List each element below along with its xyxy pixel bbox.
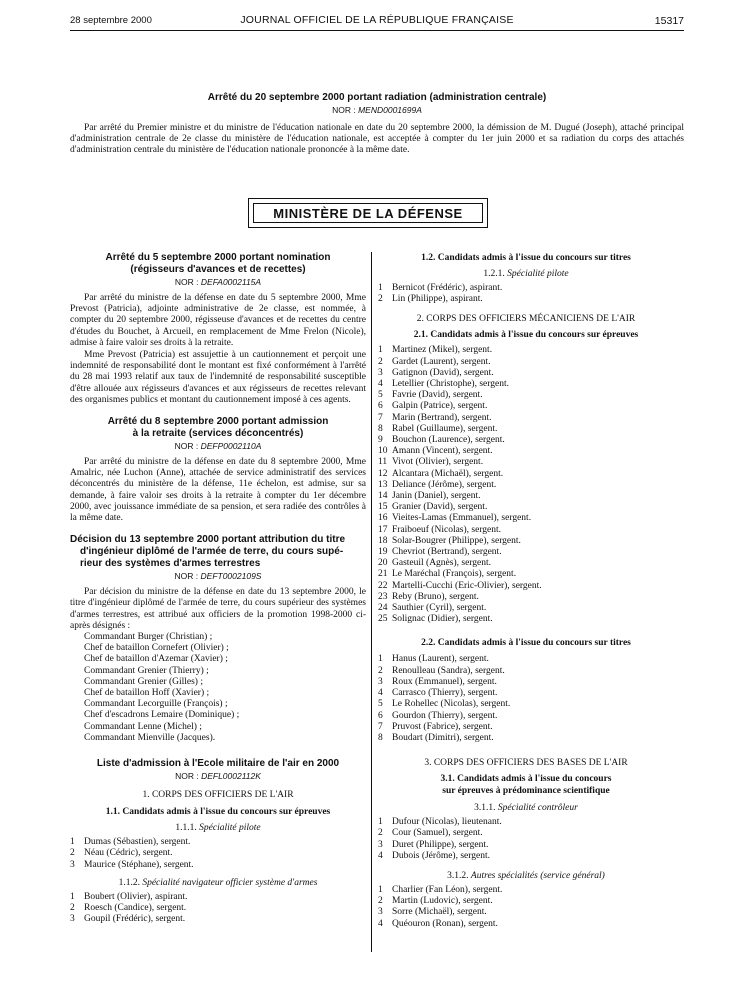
list-item-number: 2 <box>70 902 75 913</box>
list-item-text: Charlier (Fan Léon), sergent. <box>392 884 503 895</box>
ministry-banner-label: MINISTÈRE DE LA DÉFENSE <box>253 203 483 223</box>
list-item-text: Dufour (Nicolas), lieutenant. <box>392 817 502 828</box>
list-item <box>378 817 674 828</box>
list-item <box>378 513 674 524</box>
arrete-nomination-p2: Mme Prevost (Patricia) est assujettie à un cautionnement et perçoit une indemnité de responsabilité dont le montant est fixé conformément à l'arrêté du 28 mai 1993 relatif aux taux de l'indemnité de responsabilité susceptible d'être allouée aux régisseurs d'avances et aux régisseurs de recettes relevant des organismes publics et montant du cautionnement imposé à ces agents. <box>70 350 366 405</box>
arrete-nomination-p1: Par arrêté du ministre de la défense en date du 5 septembre 2000, Mme Prevost (Patricia), adjointe administrative de 2e classe, est nommée, à compter du 20 septembre 2000, régisseuse d'avances et de recettes du centre d'études du Bouchet, à Arcueil, en remplacement de Mme Frelon (Nicole), admise à faire valoir ses droits à la retraite. <box>70 293 366 348</box>
list-item <box>378 525 674 536</box>
list-item <box>378 711 674 722</box>
arrete-nomination-title-1: Arrêté du 5 septembre 2000 portant nomination <box>105 252 331 263</box>
list-item-text: Favrie (David), sergent. <box>392 390 483 401</box>
list-item <box>378 592 674 603</box>
list-item-text: Roesch (Candice), sergent. <box>84 902 187 913</box>
list-item-text: Le Rohellec (Nicolas), sergent. <box>392 699 511 710</box>
liste-admission-nor: NOR : DEFL0002112K <box>175 771 261 782</box>
right-column <box>378 252 674 930</box>
list-item-text: Vivot (Olivier), sergent. <box>392 457 484 468</box>
list-item <box>70 837 366 848</box>
list-item <box>378 733 674 744</box>
arrete-nomination-nor: NOR : DEFA0002115A <box>174 277 262 287</box>
list-item <box>378 688 674 699</box>
list-1-1-2 <box>70 892 366 926</box>
list-item-text: Alcantara (Michaël), sergent. <box>392 468 504 479</box>
list-item-number: 2 <box>378 828 383 839</box>
list-item <box>378 896 674 907</box>
officer-item: Chef de bataillon Cornefert (Olivier) ; <box>84 643 229 654</box>
arrete-radiation <box>70 92 684 157</box>
list-item-number: 7 <box>378 721 383 732</box>
list-item-text: Reby (Bruno), sergent. <box>392 591 479 602</box>
list-item-text: Chevriot (Bertrand), sergent. <box>392 547 502 558</box>
list-item <box>378 457 674 468</box>
section-3-1-2-heading: 3.1.2. Autres spécialités (service général) <box>447 870 605 881</box>
list-item-text: Letellier (Christophe), sergent. <box>392 379 509 390</box>
section-3-1-1-heading: 3.1.1. Spécialité contrôleur <box>474 803 578 814</box>
list-item-text: Maurice (Stéphane), sergent. <box>84 859 194 870</box>
list-item <box>378 851 674 862</box>
list-item-text: Martelli-Cucchi (Eric-Olivier), sergent. <box>392 580 542 591</box>
officer-item: Commandant Lenne (Michel) ; <box>84 721 202 732</box>
list-item-text: Martinez (Mikel), sergent. <box>392 345 493 356</box>
list-item <box>378 581 674 592</box>
list-item <box>378 722 674 733</box>
list-item-text: Hanus (Laurent), sergent. <box>392 654 489 665</box>
list-item-number: 4 <box>378 379 383 390</box>
list-item <box>378 919 674 930</box>
list-item-number: 19 <box>378 547 388 558</box>
arrete-retraite-title-2: à la retraite (services déconcentrés) <box>132 428 304 440</box>
list-item-text: Vieites-Lamas (Emmanuel), sergent. <box>392 513 532 524</box>
list-item-text: Janin (Daniel), sergent. <box>392 491 481 502</box>
list-item <box>378 536 674 547</box>
section-3-1-heading-2: sur épreuves à prédominance scientifique <box>442 786 610 797</box>
list-item-number: 1 <box>378 345 383 356</box>
list-item-text: Martin (Ludovic), sergent. <box>392 896 493 907</box>
list-item-number: 2 <box>378 356 383 367</box>
list-item <box>378 401 674 412</box>
list-3-1-2 <box>378 885 674 930</box>
list-item-text: Néau (Cédric), sergent. <box>84 848 173 859</box>
list-item <box>378 502 674 513</box>
header-date: 28 septembre 2000 <box>70 15 152 26</box>
list-item-text: Rabel (Guillaume), sergent. <box>392 423 498 434</box>
list-item-number: 4 <box>378 688 383 699</box>
list-item-number: 10 <box>378 446 388 457</box>
list-item <box>378 614 674 625</box>
list-item-text: Gardet (Laurent), sergent. <box>392 356 491 367</box>
list-item-number: 17 <box>378 524 388 535</box>
page-number: 15317 <box>654 15 684 27</box>
section-1-1-2-heading: 1.1.2. Spécialité navigateur officier système d'armes <box>118 877 318 888</box>
list-1-2-1 <box>378 283 674 305</box>
list-item-text: Quéouron (Ronan), sergent. <box>392 918 498 929</box>
list-item <box>378 840 674 851</box>
list-item-text: Carrasco (Thierry), sergent. <box>392 688 498 699</box>
list-item <box>378 345 674 356</box>
list-item-text: Gasteuil (Agnès), sergent. <box>392 558 492 569</box>
list-item <box>378 828 674 839</box>
section-1-2-1-heading: 1.2.1. Spécialité pilote <box>483 269 569 279</box>
list-item-number: 22 <box>378 580 388 591</box>
officer-item: Chef de bataillon d'Azemar (Xavier) ; <box>84 654 228 665</box>
list-item <box>378 357 674 368</box>
list-item <box>378 283 674 294</box>
officer-item: Chef d'escadrons Lemaire (Dominique) ; <box>84 710 240 721</box>
list-item-number: 3 <box>70 914 75 925</box>
officers-list <box>70 632 366 744</box>
decision-nor: NOR : DEFT0002109S <box>174 571 262 582</box>
officer-item: Commandant Mienville (Jacques). <box>84 732 216 743</box>
list-item <box>378 569 674 580</box>
list-item-number: 8 <box>378 423 383 434</box>
list-item-text: Cour (Samuel), sergent. <box>392 828 483 839</box>
list-item-number: 2 <box>378 665 383 676</box>
column-divider <box>371 252 372 952</box>
list-item-number: 4 <box>378 918 383 929</box>
list-item-number: 3 <box>378 367 383 378</box>
list-item-number: 21 <box>378 569 388 580</box>
list-item-text: Marin (Bertrand), sergent. <box>392 412 492 423</box>
section-2-1-heading: 2.1. Candidats admis à l'issue du concours sur épreuves <box>413 330 639 341</box>
ministry-banner <box>248 198 488 228</box>
list-item-number: 18 <box>378 535 388 546</box>
list-item-text: Deliance (Jérôme), sergent. <box>392 479 497 490</box>
list-item-number: 1 <box>378 884 383 895</box>
arrete-retraite-nor: NOR : DEFP0002110A <box>174 441 262 452</box>
list-item <box>378 446 674 457</box>
list-item <box>378 907 674 918</box>
list-item-number: 2 <box>378 294 383 305</box>
decision-p1: Par décision du ministre de la défense en date du 13 septembre 2000, le titre d'ingénieur diplômé de l'armée de terre, du cours supérieur des systèmes d'armes terrestres, est attribué aux officiers de la promotion 1998-2000 ci-après désignés : <box>70 587 366 631</box>
list-item-number: 16 <box>378 513 388 524</box>
list-item-number: 20 <box>378 558 388 569</box>
liste-admission <box>70 758 366 925</box>
list-item-number: 3 <box>70 859 75 870</box>
list-item <box>378 435 674 446</box>
list-2-2 <box>378 654 674 744</box>
list-item-number: 3 <box>378 839 383 850</box>
list-item <box>378 294 674 305</box>
liste-admission-title: Liste d'admission à l'Ecole militaire de l'air en 2000 <box>96 758 340 770</box>
list-item-text: Bouchon (Laurence), sergent. <box>392 435 505 446</box>
list-item-number: 23 <box>378 591 388 602</box>
list-item-text: Galpin (Patrice), sergent. <box>392 401 488 412</box>
list-item <box>70 892 366 903</box>
list-item-text: Bernicot (Frédéric), aspirant. <box>392 283 503 293</box>
list-item-text: Renoulleau (Sandra), sergent. <box>392 665 505 676</box>
list-item-number: 25 <box>378 614 388 625</box>
list-item-number: 3 <box>378 907 383 918</box>
list-item-number: 15 <box>378 502 388 513</box>
list-item-number: 1 <box>378 817 383 828</box>
list-item-number: 1 <box>378 654 383 665</box>
list-item-text: Dubois (Jérôme), sergent. <box>392 850 490 861</box>
list-item-number: 4 <box>378 850 383 861</box>
arrete-radiation-title: Arrêté du 20 septembre 2000 portant radiation (administration centrale) <box>207 92 547 103</box>
list-item-text: Pruvost (Fabrice), sergent. <box>392 721 493 732</box>
list-item <box>378 677 674 688</box>
list-item <box>378 379 674 390</box>
list-item-text: Boudart (Dimitri), sergent. <box>392 732 494 743</box>
list-item <box>378 603 674 614</box>
list-item-text: Gourdon (Thierry), sergent. <box>392 710 498 721</box>
list-item-text: Fraiboeuf (Nicolas), sergent. <box>392 524 502 535</box>
arrete-retraite-p1: Par arrêté du ministre de la défense en date du 8 septembre 2000, Mme Amalric, née Luchon (Anne), attachée de service administratif des services déconcentrés du ministère de la défense, 11e échelon, est admise, sur sa demande, à faire valoir ses droits à la retraite à compter du 1er décembre 2000, avec jouissance immédiate de sa pension, et sera radiée des contrôles à la même date. <box>70 457 366 524</box>
list-item-text: Solar-Bougrer (Philippe), sergent. <box>392 535 521 546</box>
list-item-number: 5 <box>378 699 383 710</box>
arrete-radiation-body: Par arrêté du Premier ministre et du ministre de l'éducation nationale en date du 20 septembre 2000, la démission de M. Dugué (Joseph), attaché principal d'administration centrale de 2e classe du ministère de l'éducation nationale, est acceptée à compter du 1er juin 2000 et sa radiation du corps des attachés d'administration centrale du ministère de l'éducation nationale prononcée à la même date. <box>70 123 684 156</box>
list-item <box>378 469 674 480</box>
section-2-heading: 2. CORPS DES OFFICIERS MÉCANICIENS DE L'AIR <box>416 314 636 325</box>
list-item-text: Duret (Philippe), sergent. <box>392 839 489 850</box>
list-item-text: Lin (Philippe), aspirant. <box>392 294 483 305</box>
list-item-number: 12 <box>378 468 388 479</box>
decision-title-1: Décision du 13 septembre 2000 portant attribution du titre <box>70 534 346 546</box>
list-item-number: 14 <box>378 491 388 502</box>
list-item-number: 6 <box>378 710 383 721</box>
list-item-number: 3 <box>378 676 383 687</box>
list-item-text: Gatignon (David), sergent. <box>392 367 494 378</box>
arrete-retraite <box>70 416 366 524</box>
list-item-number: 1 <box>70 837 75 848</box>
list-item-number: 6 <box>378 401 383 412</box>
list-item-number: 1 <box>70 891 75 902</box>
list-item <box>378 368 674 379</box>
list-item <box>378 558 674 569</box>
list-item-number: 1 <box>378 283 383 293</box>
section-1-1-heading: 1.1. Candidats admis à l'issue du concours sur épreuves <box>105 807 331 818</box>
list-item <box>378 491 674 502</box>
list-item-number: 24 <box>378 603 388 614</box>
list-item <box>378 480 674 491</box>
list-item <box>378 390 674 401</box>
left-column <box>70 252 366 925</box>
officer-item: Commandant Grenier (Gilles) ; <box>84 676 203 687</box>
list-item-number: 13 <box>378 479 388 490</box>
decision-title-2: d'ingénieur diplômé de l'armée de terre, du cours supé- <box>80 546 344 558</box>
list-item <box>378 413 674 424</box>
list-item-text: Granier (David), sergent. <box>392 502 488 513</box>
arrete-nomination-title-2: (régisseurs d'avances et de recettes) <box>130 264 306 275</box>
list-item-text: Amann (Vincent), sergent. <box>392 446 493 457</box>
list-item <box>378 424 674 435</box>
section-1-1-1-heading: 1.1.1. Spécialité pilote <box>175 823 261 834</box>
list-item-number: 5 <box>378 390 383 401</box>
list-item-number: 11 <box>378 457 388 468</box>
list-3-1-1 <box>378 817 674 862</box>
arrete-retraite-title-1: Arrêté du 8 septembre 2000 portant admission <box>107 416 329 428</box>
list-item <box>378 547 674 558</box>
list-item <box>378 699 674 710</box>
header-rule <box>70 30 684 31</box>
list-item-text: Dumas (Sébastien), sergent. <box>84 837 191 848</box>
list-item-number: 8 <box>378 732 383 743</box>
section-3-heading: 3. CORPS DES OFFICIERS DES BASES DE L'AIR <box>424 758 628 769</box>
list-item-text: Sauthier (Cyril), sergent. <box>392 603 487 614</box>
list-item-text: Solignac (Didier), sergent. <box>392 614 493 625</box>
list-2-1 <box>378 345 674 625</box>
list-item-text: Le Maréchal (François), sergent. <box>392 569 517 580</box>
page-header <box>70 12 684 28</box>
section-1-heading: 1. CORPS DES OFFICIERS DE L'AIR <box>142 790 294 801</box>
list-item-number: 7 <box>378 412 383 423</box>
officer-item: Chef de bataillon Hoff (Xavier) ; <box>84 688 210 699</box>
list-item <box>70 848 366 859</box>
list-item <box>378 654 674 665</box>
officer-item: Commandant Lecorguille (François) ; <box>84 699 228 710</box>
list-item <box>378 885 674 896</box>
journal-title: JOURNAL OFFICIEL DE LA RÉPUBLIQUE FRANÇAISE <box>240 14 514 26</box>
arrete-radiation-nor: NOR : MEND0001699A <box>332 105 422 115</box>
decision-ingenieur <box>70 534 366 744</box>
arrete-nomination <box>70 252 366 406</box>
list-item-text: Sorre (Michaël), sergent. <box>392 907 487 918</box>
officer-item: Commandant Burger (Christian) ; <box>84 632 213 643</box>
decision-title-3: rieur des systèmes d'armes terrestres <box>80 558 261 570</box>
list-item <box>378 666 674 677</box>
list-item <box>70 903 366 914</box>
list-item-number: 9 <box>378 435 383 446</box>
list-item-number: 2 <box>70 848 75 859</box>
list-item <box>70 914 366 925</box>
officer-item: Commandant Grenier (Thierry) ; <box>84 665 209 676</box>
list-item-number: 2 <box>378 896 383 907</box>
list-item-text: Goupil (Frédéric), sergent. <box>84 914 186 925</box>
section-3-1-heading-1: 3.1. Candidats admis à l'issue du concours <box>440 774 612 785</box>
list-item-text: Roux (Emmanuel), sergent. <box>392 676 497 687</box>
list-item-text: Boubert (Olivier), aspirant. <box>84 891 188 902</box>
list-item <box>70 860 366 871</box>
section-1-2-heading: 1.2. Candidats admis à l'issue du concours sur titres <box>421 253 631 263</box>
list-1-1-1 <box>70 837 366 871</box>
section-2-2-heading: 2.2. Candidats admis à l'issue du concours sur titres <box>421 638 631 649</box>
